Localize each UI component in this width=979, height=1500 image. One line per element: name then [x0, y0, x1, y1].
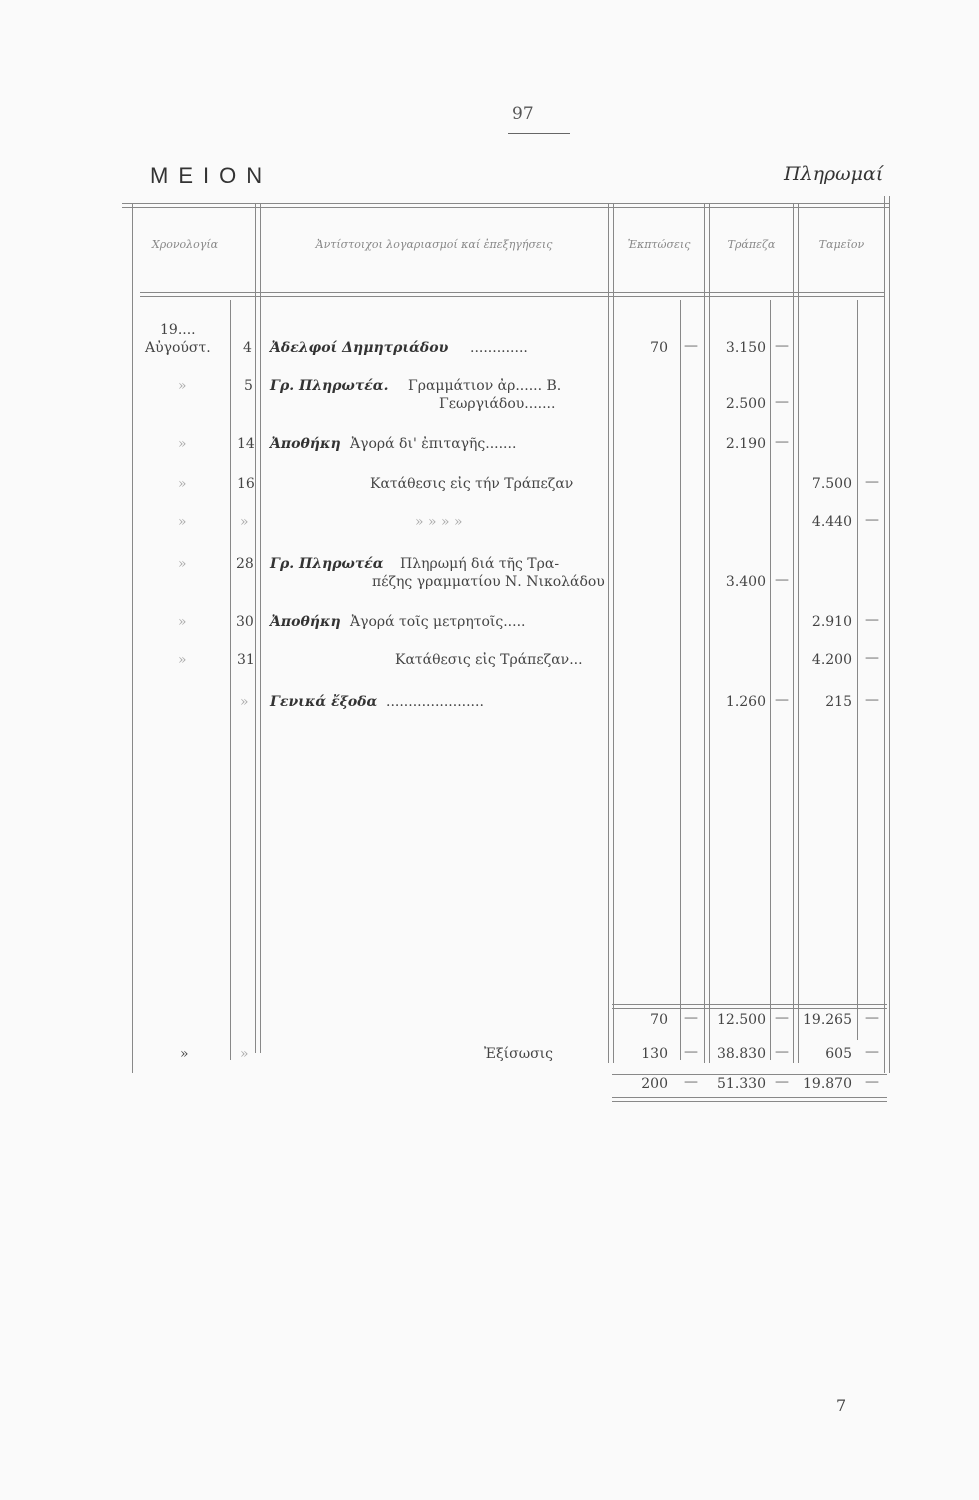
dash-mark: — — [865, 1010, 879, 1026]
total-cash: 605 — [825, 1046, 852, 1062]
dash-mark: — — [684, 1044, 698, 1060]
row-bank: 2.500 — [725, 396, 766, 412]
page-number-rule — [508, 133, 570, 134]
row-cash: 7.500 — [811, 476, 852, 492]
row-dots: ...................... — [386, 694, 484, 710]
row-day: 14 — [237, 436, 255, 452]
dash-mark: — — [775, 394, 789, 410]
dash-mark: — — [775, 1044, 789, 1060]
row-description-cont: Γεωργιάδου....... — [439, 396, 556, 412]
row-day: 5 — [244, 378, 253, 394]
total-discount: 200 — [641, 1076, 668, 1092]
total-bank: 38.830 — [717, 1046, 766, 1062]
total-discount: 70 — [650, 1012, 668, 1028]
row-description: Γραμμάτιον ἀρ...... Β. — [408, 378, 562, 394]
row-account: Ἀδελφοί Δημητριάδου — [270, 340, 449, 356]
ledger-title-payments: Πληρωμαί — [784, 163, 884, 185]
dash-mark: — — [775, 692, 789, 708]
dash-mark: — — [865, 1044, 879, 1060]
ditto-mark: » — [178, 556, 187, 572]
total-bank: 12.500 — [717, 1012, 766, 1028]
year-label: 19.... — [160, 322, 196, 338]
page-number: 97 — [512, 104, 534, 124]
row-description-cont: πέζης γραμματίου Ν. Νικολάδου — [372, 574, 605, 590]
total-cash: 19.265 — [803, 1012, 852, 1028]
column-header-accounts: Ἀντίστοιχοι λογαριασμοί καί ἐπεξηγήσεις — [315, 238, 553, 251]
row-description: Κατάθεσις εἰς τήν Τράπεζαν — [370, 476, 574, 492]
row-day: 16 — [237, 476, 255, 492]
dash-mark: — — [865, 612, 879, 628]
row-day: 30 — [236, 614, 254, 630]
row-day: 31 — [237, 652, 255, 668]
row-bank: 3.400 — [725, 574, 766, 590]
dash-mark: — — [775, 434, 789, 450]
dash-mark: — — [865, 512, 879, 528]
ditto-mark: » — [178, 614, 187, 630]
total-bank: 51.330 — [717, 1076, 766, 1092]
row-cash: 2.910 — [811, 614, 852, 630]
column-header-bank: Τράπεζα — [727, 238, 776, 251]
row-account: Ἀποθήκη — [270, 614, 341, 630]
dash-mark: — — [865, 692, 879, 708]
row-cash: 215 — [825, 694, 852, 710]
dash-mark: — — [775, 1010, 789, 1026]
ditto-mark: » — [240, 694, 249, 710]
row-account: Γενικά ἔξοδα — [270, 694, 378, 710]
dash-mark: — — [684, 1010, 698, 1026]
column-header-cash: Ταμεῖον — [818, 238, 865, 251]
row-description: Ἀγορά δι' ἐπιταγῆς....... — [350, 436, 517, 452]
dash-mark: — — [775, 572, 789, 588]
row-day: 4 — [243, 340, 252, 356]
month-label: Αὐγούστ. — [145, 340, 211, 356]
row-bank: 3.150 — [725, 340, 766, 356]
ditto-mark: » — [240, 514, 249, 530]
ditto-mark: » — [178, 378, 187, 394]
dash-mark: — — [775, 338, 789, 354]
row-bank: 1.260 — [725, 694, 766, 710]
dash-mark: — — [865, 1074, 879, 1090]
row-account: Ἀποθήκη — [270, 436, 341, 452]
dash-mark: — — [775, 1074, 789, 1090]
dash-mark: — — [684, 338, 698, 354]
ditto-marks: » » » » — [415, 514, 463, 530]
row-cash: 4.200 — [811, 652, 852, 668]
row-description: Κατάθεσις εἰς Τράπεζαν... — [395, 652, 583, 668]
row-discount: 70 — [650, 340, 668, 356]
row-cash: 4.440 — [811, 514, 852, 530]
dash-mark: — — [684, 1074, 698, 1090]
dash-mark: — — [865, 650, 879, 666]
ledger-title-meion: ΜΕΙΟΝ — [150, 163, 273, 188]
ditto-mark: » — [180, 1046, 189, 1062]
footer-number: 7 — [836, 1396, 847, 1415]
row-description: Πληρωμή διά τῆς Τρα- — [400, 556, 560, 572]
ditto-mark: » — [178, 476, 187, 492]
row-account: Γρ. Πληρωτέα. — [270, 378, 389, 394]
ditto-mark: » — [178, 436, 187, 452]
ditto-mark: » — [178, 514, 187, 530]
total-cash: 19.870 — [803, 1076, 852, 1092]
ditto-mark: » — [240, 1046, 249, 1062]
row-account: Γρ. Πληρωτέα — [270, 556, 384, 572]
row-dots: ............. — [470, 340, 528, 356]
totals-label: Ἐξίσωσις — [484, 1046, 554, 1062]
total-discount: 130 — [641, 1046, 668, 1062]
row-bank: 2.190 — [725, 436, 766, 452]
column-header-discounts: Ἐκπτώσεις — [627, 238, 691, 251]
row-day: 28 — [236, 556, 254, 572]
column-header-date: Χρονολογία — [151, 238, 219, 251]
dash-mark: — — [865, 474, 879, 490]
row-description: Ἀγορά τοῖς μετρητοῖς..... — [350, 614, 526, 630]
ditto-mark: » — [178, 652, 187, 668]
